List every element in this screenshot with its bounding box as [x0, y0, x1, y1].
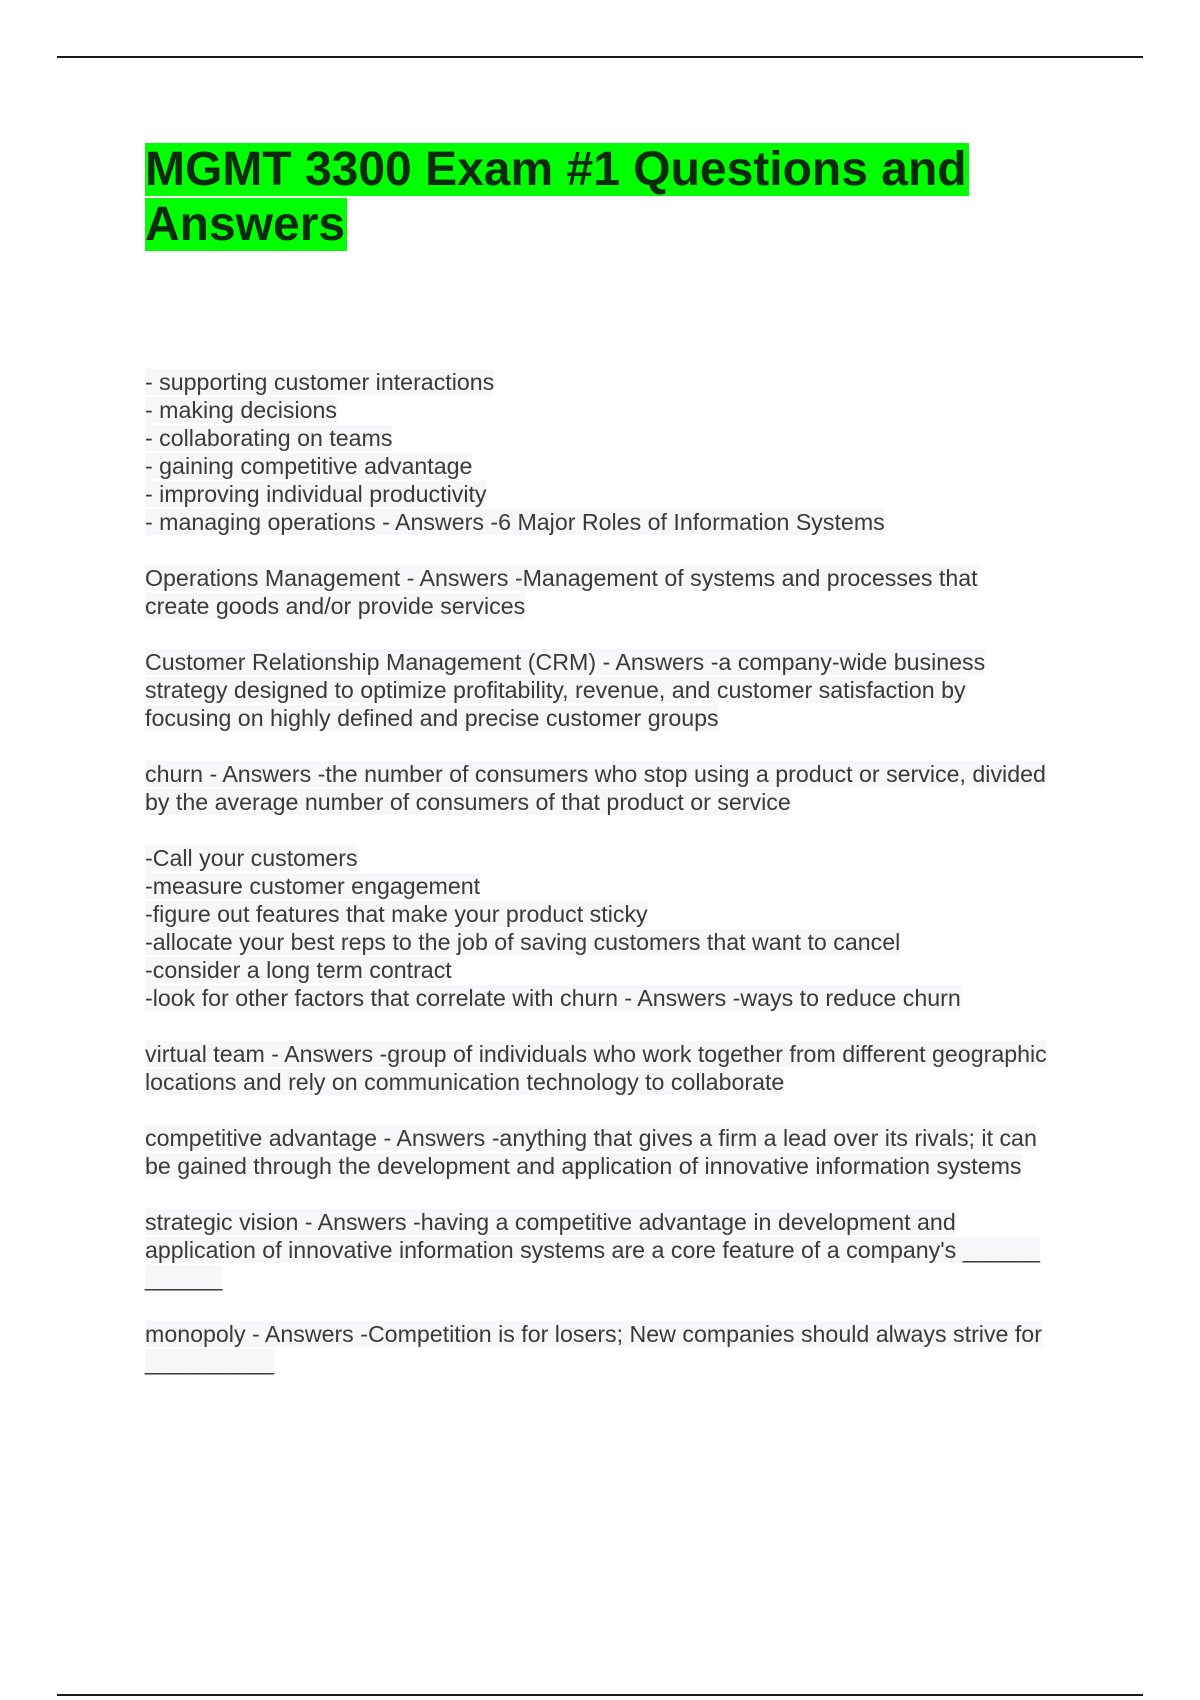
- qa-block: [145, 1124, 1095, 1180]
- qa-line: -figure out features that make your product sticky: [145, 901, 648, 927]
- qa-block: [145, 564, 1095, 620]
- document-title: [145, 142, 1025, 252]
- qa-line: focusing on highly defined and precise customer groups: [145, 705, 719, 731]
- qa-line: -look for other factors that correlate with churn - Answers -ways to reduce churn: [145, 985, 961, 1011]
- qa-line: monopoly - Answers -Competition is for losers; New companies should always strive for: [145, 1321, 1042, 1347]
- qa-line: virtual team - Answers -group of individuals who work together from different geographic: [145, 1041, 1047, 1067]
- qa-block: [145, 760, 1095, 816]
- qa-line: - making decisions: [145, 397, 338, 423]
- title-line: MGMT 3300 Exam #1 Questions and: [145, 143, 967, 196]
- qa-line: - improving individual productivity: [145, 481, 487, 507]
- qa-line: - collaborating on teams: [145, 425, 393, 451]
- qa-line: create goods and/or provide services: [145, 593, 526, 619]
- qa-line: strategy designed to optimize profitability, revenue, and customer satisfaction by: [145, 677, 966, 703]
- qa-block: [145, 1320, 1095, 1376]
- qa-line: Customer Relationship Management (CRM) - Answers -a company-wide business: [145, 649, 986, 675]
- qa-line: ______: [145, 1265, 223, 1291]
- top-rule: [57, 56, 1143, 58]
- qa-line: -Call your customers: [145, 845, 358, 871]
- bottom-rule: [57, 1694, 1143, 1696]
- qa-line: locations and rely on communication technology to collaborate: [145, 1069, 785, 1095]
- qa-block: [145, 1040, 1095, 1096]
- qa-line: - gaining competitive advantage: [145, 453, 473, 479]
- title-line: Answers: [145, 198, 346, 251]
- qa-line: be gained through the development and application of innovative information systems: [145, 1153, 1022, 1179]
- qa-line: strategic vision - Answers -having a competitive advantage in development and: [145, 1209, 956, 1235]
- qa-line: __________: [145, 1349, 274, 1375]
- qa-line: - supporting customer interactions: [145, 369, 495, 395]
- qa-line: application of innovative information systems are a core feature of a company's ______: [145, 1237, 1041, 1263]
- qa-block: [145, 1208, 1095, 1292]
- qa-block: [145, 844, 1095, 1012]
- qa-line: churn - Answers -the number of consumers who stop using a product or service, divided: [145, 761, 1046, 787]
- qa-block: [145, 368, 1095, 536]
- qa-line: competitive advantage - Answers -anything that gives a firm a lead over its rivals; it can: [145, 1125, 1037, 1151]
- qa-line: -measure customer engagement: [145, 873, 481, 899]
- qa-line: -consider a long term contract: [145, 957, 452, 983]
- qa-list: [145, 368, 1095, 1404]
- qa-block: [145, 648, 1095, 732]
- qa-line: Operations Management - Answers -Management of systems and processes that: [145, 565, 978, 591]
- qa-line: -allocate your best reps to the job of saving customers that want to cancel: [145, 929, 901, 955]
- qa-line: by the average number of consumers of that product or service: [145, 789, 791, 815]
- qa-line: - managing operations - Answers -6 Major Roles of Information Systems: [145, 509, 885, 535]
